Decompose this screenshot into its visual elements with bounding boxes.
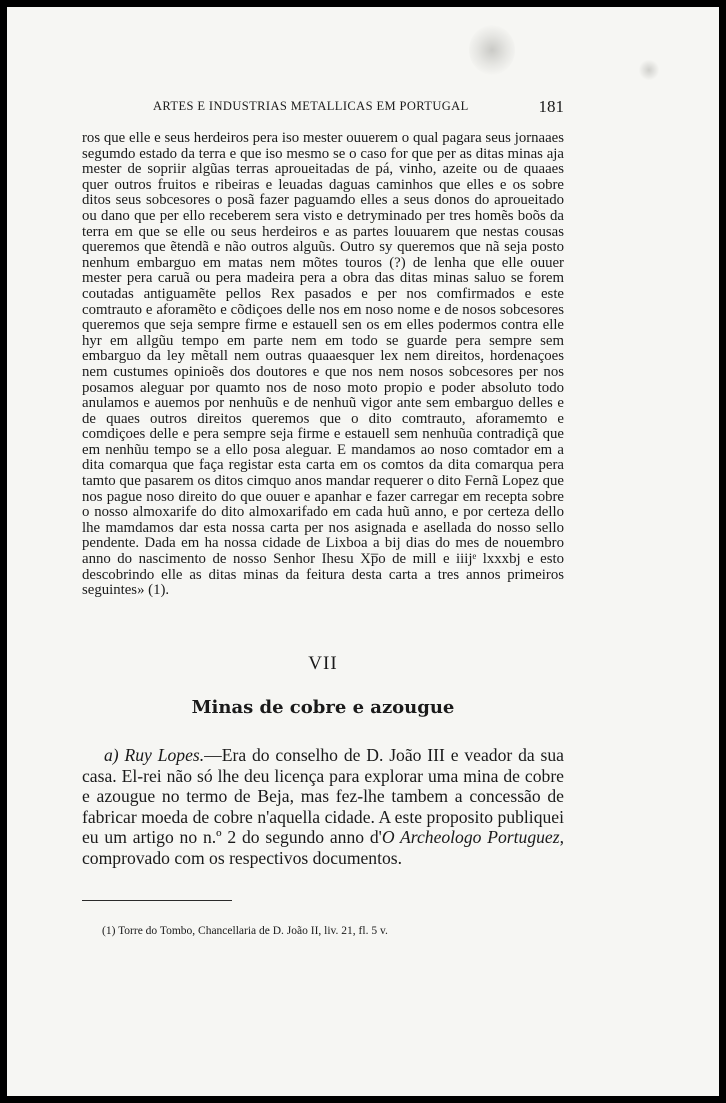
paper-stain (469, 25, 515, 75)
section-paragraph (82, 745, 564, 869)
footnote: (1) Torre do Tombo, Chancellaria de D. João II, liv. 21, fl. 5 v. (102, 925, 388, 937)
section-name: Ruy Lopes. (124, 745, 205, 765)
book-page (7, 7, 719, 1096)
section-label: a) (104, 745, 119, 765)
page-number: 181 (538, 97, 564, 116)
chapter-number: VII (308, 653, 338, 674)
running-head (153, 97, 564, 119)
section-text: —Era do conselho de D. João III e veador da sua casa. El-rei não só lhe deu licença para explorar uma mina de cobre e azougue no termo de Beja, mas fez-lhe tambem a concessão de fabricar moeda de cobre n'aquella cidade. A este proposito publiquei eu um artigo no n.º 2 do segundo anno d' (82, 745, 564, 848)
journal-title: O Archeologo Portuguez (381, 827, 560, 848)
chapter-title: Minas de cobre e azougue (191, 697, 455, 718)
running-title: ARTES E INDUSTRIAS METALLICAS EM PORTUGAL (153, 99, 469, 113)
paper-stain (639, 59, 659, 81)
document-body (82, 131, 564, 599)
section-text-end: , comprovado com os respectivos documentos. (82, 827, 564, 868)
quoted-charter-text: ros que elle e seus herdeiros pera iso mester ouuerem o qual pagara seus jornaaes segumdo estado da terra e que iso mesmo se o caso for que per as ditas minas aja mester de sopriir algũas terras aproueitadas de pá, vinho, azeite ou de quaaes quer outros fruitos e ribeiras e leuadas daguas caminhos que elles e os sobre ditos seus sobcesores o posã fazer paguamdo elles a seus donos do aproueitado ou dano que per ello receberem sera visto e detryminado per tres homẽs boõs da terra em que se elle ou seus herdeiros e as partes louuarem que nestas cousas queremos que ẽtendã e não outros alguũs. Outro sy queremos que nã seja posto nenhum embarguo em matas nem mõtes touros (?) de lenha que elle ouuer mester pera caruã ou pera madeira pera a obra das ditas minas saluo se forem coutadas antiguamẽte pellos Rex pasados e per nos comfirmados e este comtrauto e aforamẽto e cõdiçoes delle nos em noso nome e de nosos sobcesores queremos que seja sempre firme e estauell sen os em elles podermos contra elle hyr em allgũu tempo em parte nem em todo se guarde pera sempre sem embarguo da ley mẽtall nem outras quaaesquer lex nem direitos, hordenaçoes nem custumes opinioẽs dos doutores e que nos nem nosos sobcesores per nos posamos aleguar por quamto nos de noso moto propio e poder absoluto todo anulamos e auemos por nenhuũs e de nenhuũ vigor ante sem embarguo delles e de quaes outros direitos queremos que o dito comtrauto, aforamemto e comdiçoes delle e pera sempre seja firme e estauell sem nenhuũa contradiçã que em nenhũu tempo se a ello posa aleguar. E mandamos ao noso comtador em a dita comarqua que faça registar esta carta em os comtos da dita comarqua pera tamto que pasarem os ditos cimquo anos mandar requerer o dito Fernã Lopez que nos pague noso direito do que ouuer e apanhar e fazer carregar em recepta sobre o nosso almoxarife do dito almoxarifado em cada huũ anno, e por certeza dello lhe mamdamos dar esta nossa carta per nos asignada e asellada do nosso sello pendente. Dada em ha nossa cidade de Lixboa a bij dias do mes de nouembro anno do nascimento de nosso Senhor Ihesu Xp̅o de mill e iiijᵉ lxxxbj e esto descobrindo elle as ditas minas da feitura desta carta a tres annos primeiros seguintes» (1). (82, 130, 564, 599)
footnote-divider (82, 900, 232, 901)
